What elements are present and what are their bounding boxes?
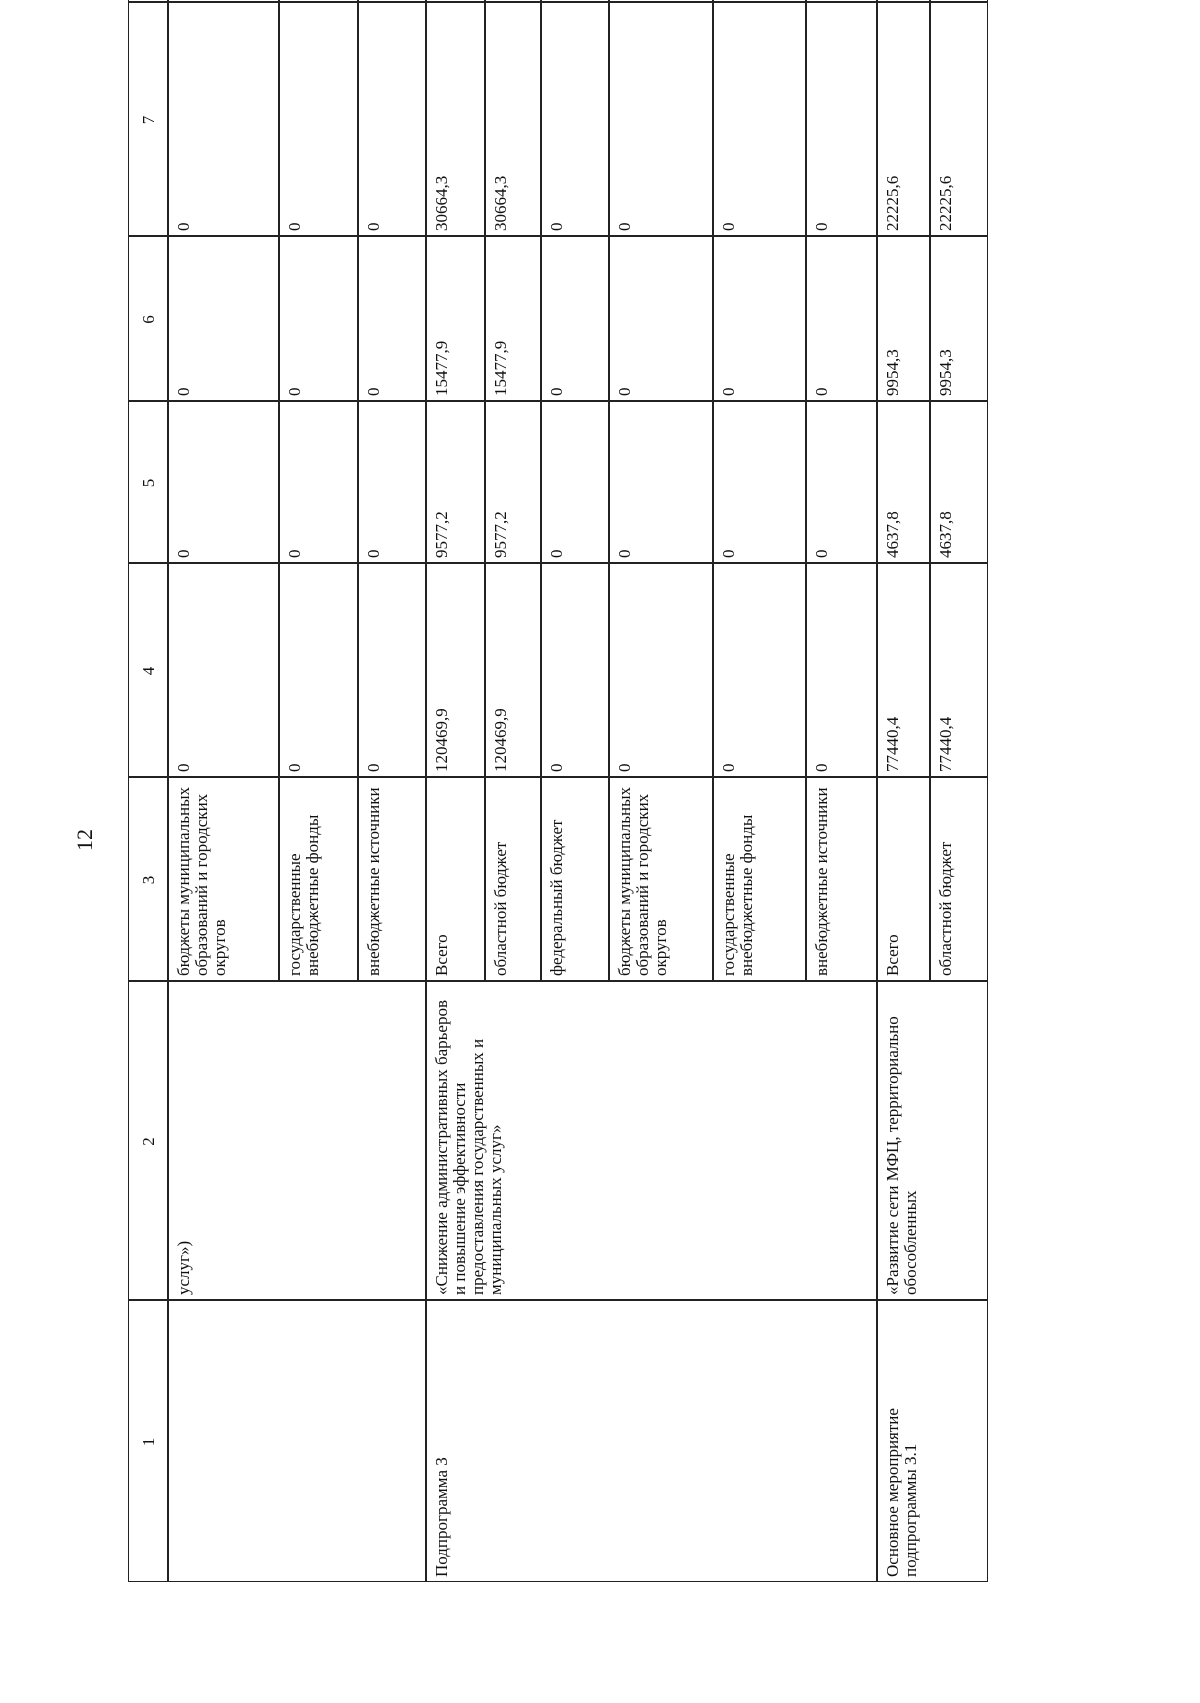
table-cell-value-text: 0 xyxy=(615,549,634,558)
table-cell-value xyxy=(930,0,988,2)
row-source-label xyxy=(168,777,279,981)
table-cell-value xyxy=(930,563,988,777)
table-cell-value-text: 0 xyxy=(812,387,831,396)
table-cell-value xyxy=(485,2,541,236)
col-header-2-text: 2 xyxy=(139,1137,158,1146)
row-group-col2-text: услуг») xyxy=(174,1240,193,1295)
table-cell-value xyxy=(168,2,279,236)
table-cell-value-text: 0 xyxy=(174,387,193,396)
row-source-label-text: внебюджетные источники xyxy=(364,787,383,976)
row-group-col2 xyxy=(877,981,988,1300)
table-cell-value xyxy=(877,563,930,777)
table-cell-value xyxy=(609,401,713,563)
col-header-3-text: 3 xyxy=(139,875,158,885)
row-source-label xyxy=(609,777,713,981)
table-cell-value xyxy=(426,2,485,236)
row-source-label xyxy=(485,777,541,981)
table-cell-value-text: 22225,6 xyxy=(936,175,955,231)
row-group-col1-text: Основное мероприятие подпрограммы 3.1 xyxy=(883,1408,920,1577)
table-cell-value-text: 0 xyxy=(719,387,738,396)
table-cell-value-text: 0 xyxy=(719,222,738,231)
col-header-4-text: 4 xyxy=(139,666,158,676)
row-source-label xyxy=(541,777,609,981)
table-cell-value xyxy=(806,563,877,777)
table-cell-value-text: 0 xyxy=(285,222,304,231)
table-cell-value-text: 0 xyxy=(812,763,831,772)
col-header-6-text: 6 xyxy=(139,315,158,324)
table-cell-value xyxy=(806,401,877,563)
table-cell-value xyxy=(713,563,806,777)
table-cell-value-text: 0 xyxy=(285,549,304,558)
table-cell-value-text: 4637,8 xyxy=(883,511,902,558)
table-cell-value xyxy=(426,0,485,2)
table-cell-value xyxy=(541,236,609,401)
col-header-8-text xyxy=(140,0,158,3)
table-cell-value-text: 0 xyxy=(364,549,383,558)
row-source-label-text: Всего xyxy=(432,934,451,976)
col-header-6 xyxy=(128,236,168,401)
table-cell-value xyxy=(713,236,806,401)
table-cell-value xyxy=(485,401,541,563)
row-source-label-text: Всего xyxy=(883,934,902,976)
row-source-label xyxy=(358,777,426,981)
table-cell-value-text: 0 xyxy=(174,549,193,558)
table-cell-value-text: 0 xyxy=(547,222,566,231)
table-cell-value xyxy=(485,563,541,777)
table-cell-value xyxy=(168,0,279,2)
row-group-col2 xyxy=(426,981,877,1300)
table-cell-value-text: 4637,8 xyxy=(936,511,955,558)
table-cell-value-text: 15477,9 xyxy=(491,340,510,396)
table-cell-value xyxy=(279,563,358,777)
table-cell-value xyxy=(358,401,426,563)
table-cell-value xyxy=(168,563,279,777)
table-cell-value-text: 0 xyxy=(285,763,304,772)
table-cell-value-text: 0 xyxy=(719,763,738,772)
row-source-label xyxy=(426,777,485,981)
table-cell-value-text: 77440,4 xyxy=(936,716,955,772)
table-cell-value xyxy=(806,0,877,2)
table-cell-value-text: 120469,9 xyxy=(491,708,510,772)
table-cell-value xyxy=(713,2,806,236)
col-header-5-text: 5 xyxy=(139,478,158,488)
table-cell-value xyxy=(806,2,877,236)
col-header-5 xyxy=(128,401,168,563)
table-cell-value-text: 9954,3 xyxy=(936,349,955,396)
table-cell-value xyxy=(168,236,279,401)
col-header-4 xyxy=(128,563,168,777)
table-cell-value-text: 0 xyxy=(174,763,193,772)
table-cell-value xyxy=(485,0,541,2)
table-cell-value xyxy=(877,0,930,2)
table-cell-value xyxy=(279,2,358,236)
row-source-label-text: бюджеты муниципальных образований и городских округов xyxy=(615,786,670,976)
row-source-label xyxy=(806,777,877,981)
row-group-col1 xyxy=(168,1300,426,1582)
table-cell-value-text: 9577,2 xyxy=(432,511,451,558)
table-cell-value-text: 0 xyxy=(364,387,383,396)
table-cell-value xyxy=(609,563,713,777)
col-header-1-text: 1 xyxy=(139,1437,158,1447)
table-cell-value-text: 0 xyxy=(719,549,738,558)
table-cell-value xyxy=(541,2,609,236)
table-cell-value xyxy=(541,0,609,2)
table-cell-value-text: 0 xyxy=(547,763,566,772)
table-cell-value-text: 9577,2 xyxy=(491,511,510,558)
table-cell-value xyxy=(358,563,426,777)
row-group-col2 xyxy=(168,981,426,1300)
table-cell-value xyxy=(877,2,930,236)
table-cell-value xyxy=(168,401,279,563)
table-cell-value-text: 0 xyxy=(615,763,634,772)
row-source-label-text: внебюджетные источники xyxy=(812,787,831,976)
col-header-7 xyxy=(128,2,168,236)
table-cell-value-text: 0 xyxy=(547,549,566,558)
row-source-label-text: областной бюджет xyxy=(936,841,955,976)
table-cell-value xyxy=(713,0,806,2)
table-cell-value-text: 0 xyxy=(364,222,383,231)
table-cell-value xyxy=(541,401,609,563)
row-source-label-text: государственные внебюджетные фонды xyxy=(285,814,322,976)
table-cell-value-text: 0 xyxy=(615,222,634,231)
col-header-1 xyxy=(128,1300,168,1582)
row-source-label-text: государственные внебюджетные фонды xyxy=(719,814,756,976)
row-group-col1 xyxy=(426,1300,877,1582)
table-cell-value xyxy=(609,0,713,2)
row-group-col1 xyxy=(877,1300,988,1582)
table-cell-value xyxy=(609,236,713,401)
table-cell-value xyxy=(426,236,485,401)
row-source-label-text: областной бюджет xyxy=(491,841,510,976)
table-cell-value-text: 0 xyxy=(364,763,383,772)
budget-table xyxy=(128,115,1068,1582)
row-group-col1-text: Подпрограмма 3 xyxy=(432,1457,451,1577)
table-cell-value xyxy=(541,563,609,777)
col-header-7-text: 7 xyxy=(139,115,158,125)
table-cell-value xyxy=(877,401,930,563)
col-header-2 xyxy=(128,981,168,1300)
row-source-label-text: федеральный бюджет xyxy=(547,819,566,976)
table-cell-value-text: 0 xyxy=(812,222,831,231)
row-source-label xyxy=(930,777,988,981)
table-cell-value-text: 0 xyxy=(547,387,566,396)
table-cell-value-text: 30664,3 xyxy=(491,175,510,231)
table-cell-value xyxy=(358,2,426,236)
table-cell-value xyxy=(609,2,713,236)
page-number: 12 xyxy=(72,829,97,851)
table-cell-value xyxy=(279,401,358,563)
table-cell-value-text: 9954,3 xyxy=(883,349,902,396)
table-cell-value-text: 0 xyxy=(174,222,193,231)
table-cell-value-text: 120469,9 xyxy=(432,708,451,772)
table-cell-value xyxy=(806,236,877,401)
table-cell-value xyxy=(426,401,485,563)
table-cell-value xyxy=(279,0,358,2)
row-group-col2-text: «Снижение административных барьеров и повышение эффективности предоставления государственных и муниципальных услуг» xyxy=(432,1000,505,1295)
table-cell-value xyxy=(279,236,358,401)
table-cell-value xyxy=(358,236,426,401)
table-cell-value-text: 0 xyxy=(812,549,831,558)
table-cell-value xyxy=(713,401,806,563)
table-cell-value-text: 0 xyxy=(285,387,304,396)
row-source-label xyxy=(713,777,806,981)
col-header-8 xyxy=(128,0,168,2)
table-cell-value-text: 15477,9 xyxy=(432,340,451,396)
row-source-label xyxy=(279,777,358,981)
row-source-label-text: бюджеты муниципальных образований и городских округов xyxy=(174,786,229,976)
table-cell-value xyxy=(485,236,541,401)
table-cell-value-text: 0 xyxy=(615,387,634,396)
table-cell-value-text: 30664,3 xyxy=(432,175,451,231)
table-cell-value xyxy=(877,236,930,401)
row-group-col2-text: «Развитие сети МФЦ, территориально обособленных xyxy=(883,1016,920,1295)
table-cell-value xyxy=(358,0,426,2)
table-cell-value xyxy=(426,563,485,777)
table-cell-value-text: 22225,6 xyxy=(883,175,902,231)
table-cell-value xyxy=(930,2,988,236)
col-header-3 xyxy=(128,777,168,981)
table-cell-value xyxy=(930,401,988,563)
table-cell-value xyxy=(930,236,988,401)
row-source-label xyxy=(877,777,930,981)
table-cell-value-text: 77440,4 xyxy=(883,716,902,772)
